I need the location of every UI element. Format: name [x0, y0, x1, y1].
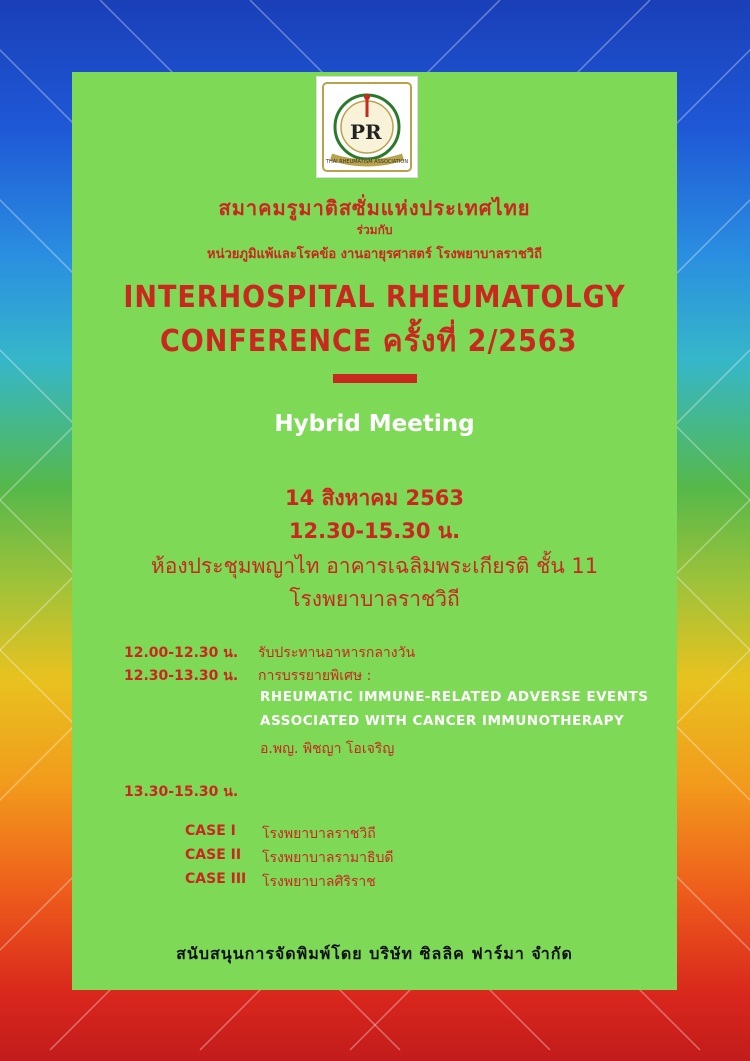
lecture-speaker: อ.พญ. พิชญา โอเจริญ	[260, 741, 395, 757]
organization-title: สมาคมรูมาติสซั่มแห่งประเทศไทย	[218, 196, 531, 220]
venue-line1: ห้องประชุมพญาไท อาคารเฉลิมพระเกียรติ ชั้น 11	[150, 554, 599, 578]
conference-title-line1: INTERHOSPITAL RHEUMATOLGY	[123, 280, 626, 315]
conference-title-line2: CONFERENCE ครั้งที่ 2/2563	[160, 324, 578, 359]
venue-line2: โรงพยาบาลราชวิถี	[289, 587, 460, 611]
meeting-type: Hybrid Meeting	[274, 411, 475, 437]
event-date: 14 สิงหาคม 2563	[285, 486, 464, 510]
case-hospital-1: โรงพยาบาลราชวิถี	[262, 826, 376, 842]
divider-bar	[333, 374, 417, 383]
case-hospital-3: โรงพยาบาลศิริราช	[262, 874, 376, 890]
case-hospital-2: โรงพยาบาลรามาธิบดี	[262, 850, 394, 866]
case-label-3: CASE III	[185, 871, 247, 887]
svg-text:PR: PR	[350, 120, 382, 144]
case-label-1: CASE I	[185, 823, 236, 839]
schedule-time-2: 12.30-13.30 น.	[124, 668, 239, 684]
sponsor-line: สนับสนุนการจัดพิมพ์โดย บริษัท ซิลลิค ฟาร์มา จำกัด	[176, 944, 573, 963]
schedule-time-3: 13.30-15.30 น.	[124, 784, 239, 800]
co-host-label: หน่วยภูมิแพ้และโรคข้อ งานอายุรศาสตร์ โรงพยาบาลราชวิถี	[207, 247, 542, 262]
together-with-label: ร่วมกับ	[356, 223, 393, 237]
schedule-activity-1: รับประทานอาหารกลางวัน	[258, 645, 416, 661]
case-label-2: CASE II	[185, 847, 242, 863]
schedule-activity-2: การบรรยายพิเศษ :	[258, 668, 372, 684]
lecture-title-line2: ASSOCIATED WITH CANCER IMMUNOTHERAPY	[260, 713, 625, 729]
schedule-time-1: 12.00-12.30 น.	[124, 645, 239, 661]
lecture-title-line1: RHEUMATIC IMMUNE-RELATED ADVERSE EVENTS	[260, 689, 649, 705]
svg-text:THAI RHEUMATISM ASSOCIATION: THAI RHEUMATISM ASSOCIATION	[325, 159, 409, 165]
event-time: 12.30-15.30 น.	[288, 519, 461, 543]
association-logo	[316, 76, 418, 178]
